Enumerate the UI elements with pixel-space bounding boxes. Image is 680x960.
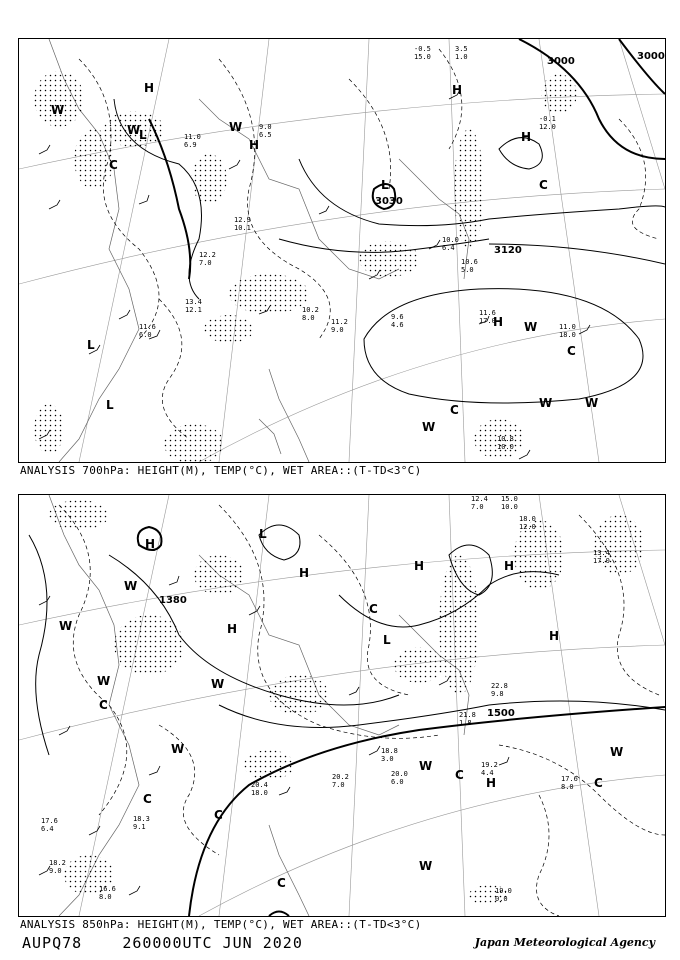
cold-marker: C xyxy=(539,178,548,192)
warm-marker: W xyxy=(124,579,138,593)
high-pressure-marker: H xyxy=(145,537,156,551)
height-contours-bold xyxy=(149,39,665,279)
station-value: 8.0 xyxy=(302,314,315,322)
warm-marker: W xyxy=(524,320,538,334)
station-value: 13.4 xyxy=(593,549,610,557)
chart-code: AUPQ78 xyxy=(22,934,83,952)
station-value: 10.0 xyxy=(497,443,514,451)
contour-label-3000-b: 3000 xyxy=(637,51,665,62)
station-value: 12.2 xyxy=(199,251,216,259)
map-700hpa-canvas xyxy=(19,39,665,462)
station-value: 6.4 xyxy=(41,825,54,833)
contour-label-3030: 3030 xyxy=(375,196,403,207)
station-value: 9.0 xyxy=(259,123,272,131)
station-value: 18.3 xyxy=(133,815,150,823)
station-value: 15.0 xyxy=(501,495,518,503)
station-value: 12.4 xyxy=(471,495,488,503)
station-value: 1.0 xyxy=(455,53,468,61)
station-value: 10.8 xyxy=(497,435,514,443)
contour-label-1500: 1500 xyxy=(487,708,515,719)
station-value: 22.8 xyxy=(491,682,508,690)
station-value: 1.8 xyxy=(459,719,472,727)
station-value: 18.8 xyxy=(381,747,398,755)
station-value: 11.2 xyxy=(331,318,348,326)
contour-label-3120: 3120 xyxy=(494,245,522,256)
warm-marker: W xyxy=(229,120,243,134)
contour-label-1380: 1380 xyxy=(159,595,187,606)
warm-marker: W xyxy=(419,859,433,873)
station-value: 9.8 xyxy=(491,690,504,698)
contour-label-3000-a: 3000 xyxy=(547,56,575,67)
station-value: 11.0 xyxy=(184,133,201,141)
low-pressure-marker: L xyxy=(106,398,114,412)
station-value: 20.2 xyxy=(332,773,349,781)
warm-marker: W xyxy=(211,677,225,691)
warm-marker: W xyxy=(422,420,436,434)
graticule xyxy=(19,495,665,916)
station-value: 20.0 xyxy=(391,770,408,778)
panel-700hpa-caption: ANALYSIS 700hPa: HEIGHT(M), TEMP(°C), WET AREA::(T-TD<3°C) xyxy=(20,464,422,477)
cold-marker: C xyxy=(143,792,152,806)
station-value: 10.0 xyxy=(501,503,518,511)
station-value: 3.0 xyxy=(381,755,394,763)
station-value: 10.6 xyxy=(461,258,478,266)
station-value: 12.0 xyxy=(519,523,536,531)
map-panel-700hpa xyxy=(18,38,666,463)
station-value: 8.0 xyxy=(561,783,574,791)
station-value: 18.2 xyxy=(49,859,66,867)
warm-marker: W xyxy=(171,742,185,756)
station-value: 4.4 xyxy=(481,769,494,777)
station-value: 19.0 xyxy=(495,887,512,895)
wind-barbs xyxy=(39,576,509,895)
station-value: 11.6 xyxy=(139,323,156,331)
cold-marker: C xyxy=(455,768,464,782)
cold-marker: C xyxy=(99,698,108,712)
warm-marker: W xyxy=(59,619,73,633)
cold-marker: C xyxy=(277,876,286,890)
cold-marker: C xyxy=(369,602,378,616)
chart-datetime: 260000UTC JUN 2020 xyxy=(122,934,303,952)
station-value: 4.6 xyxy=(391,321,404,329)
low-pressure-marker: L xyxy=(259,527,267,541)
station-value: 12.0 xyxy=(539,123,556,131)
station-value: 12.1 xyxy=(185,306,202,314)
low-pressure-marker: L xyxy=(383,633,391,647)
chart-id-footer xyxy=(22,934,303,952)
map-panel-850hpa xyxy=(18,494,666,917)
cold-marker: C xyxy=(594,776,603,790)
high-pressure-marker: H xyxy=(227,622,238,636)
coastlines xyxy=(49,495,469,916)
station-value: 3.5 xyxy=(455,45,468,53)
station-value: 18.0 xyxy=(519,515,536,523)
high-pressure-marker: H xyxy=(299,566,310,580)
high-pressure-marker: H xyxy=(521,130,532,144)
station-value: 17.6 xyxy=(41,817,58,825)
warm-marker: W xyxy=(97,674,111,688)
warm-marker: W xyxy=(127,123,141,137)
station-value: 21.8 xyxy=(459,711,476,719)
station-value: 11.0 xyxy=(559,323,576,331)
station-value: 10.1 xyxy=(234,224,251,232)
station-value: 0.0 xyxy=(495,895,508,903)
wet-areas xyxy=(49,500,644,905)
station-value: 10.0 xyxy=(442,236,459,244)
station-value: 6.4 xyxy=(442,244,455,252)
isotherms xyxy=(59,505,665,916)
station-value: 17.0 xyxy=(479,317,496,325)
station-value: 6.5 xyxy=(259,131,272,139)
warm-marker: W xyxy=(585,396,599,410)
station-value: 5.0 xyxy=(461,266,474,274)
high-pressure-marker: H xyxy=(493,315,504,329)
station-value: 6.0 xyxy=(139,331,152,339)
panel-850hpa-caption: ANALYSIS 850hPa: HEIGHT(M), TEMP(°C), WET AREA::(T-TD<3°C) xyxy=(20,918,422,931)
high-pressure-marker: H xyxy=(486,776,497,790)
station-value: 19.2 xyxy=(481,761,498,769)
low-pressure-marker: L xyxy=(381,178,389,192)
high-pressure-marker: H xyxy=(549,629,560,643)
station-value: -0.5 xyxy=(414,45,431,53)
station-value: 13.4 xyxy=(185,298,202,306)
station-value: 11.6 xyxy=(479,309,496,317)
station-value: 6.0 xyxy=(391,778,404,786)
cold-marker: C xyxy=(450,403,459,417)
station-value: 9.0 xyxy=(331,326,344,334)
warm-marker: W xyxy=(539,396,553,410)
station-value: 9.0 xyxy=(49,867,62,875)
station-value: 18.0 xyxy=(251,789,268,797)
high-pressure-marker: H xyxy=(249,138,260,152)
station-value: 7.0 xyxy=(332,781,345,789)
cold-marker: C xyxy=(109,158,118,172)
warm-marker: W xyxy=(610,745,624,759)
station-value: 9.1 xyxy=(133,823,146,831)
high-pressure-marker: H xyxy=(504,559,515,573)
station-value: -0.1 xyxy=(539,115,556,123)
high-pressure-marker: H xyxy=(414,559,425,573)
high-pressure-marker: H xyxy=(452,83,463,97)
station-value: 10.2 xyxy=(302,306,319,314)
station-value: 18.0 xyxy=(559,331,576,339)
station-value: 7.0 xyxy=(199,259,212,267)
station-value: 9.6 xyxy=(391,313,404,321)
warm-marker: W xyxy=(419,759,433,773)
station-value: 17.6 xyxy=(561,775,578,783)
cold-marker: C xyxy=(214,808,223,822)
cold-marker: C xyxy=(567,344,576,358)
agency-name: Japan Meteorological Agency xyxy=(474,936,655,949)
station-value: 15.0 xyxy=(414,53,431,61)
station-value: 7.0 xyxy=(471,503,484,511)
station-value: 17.0 xyxy=(593,557,610,565)
map-850hpa-canvas xyxy=(19,495,665,916)
station-value: 12.9 xyxy=(234,216,251,224)
high-pressure-marker: H xyxy=(144,81,155,95)
low-pressure-marker: L xyxy=(139,128,147,142)
warm-marker: W xyxy=(51,103,65,117)
low-pressure-marker: L xyxy=(87,338,95,352)
station-value: 8.0 xyxy=(99,893,112,901)
station-value: 16.6 xyxy=(99,885,116,893)
station-value: 20.4 xyxy=(251,781,268,789)
station-value: 6.9 xyxy=(184,141,197,149)
